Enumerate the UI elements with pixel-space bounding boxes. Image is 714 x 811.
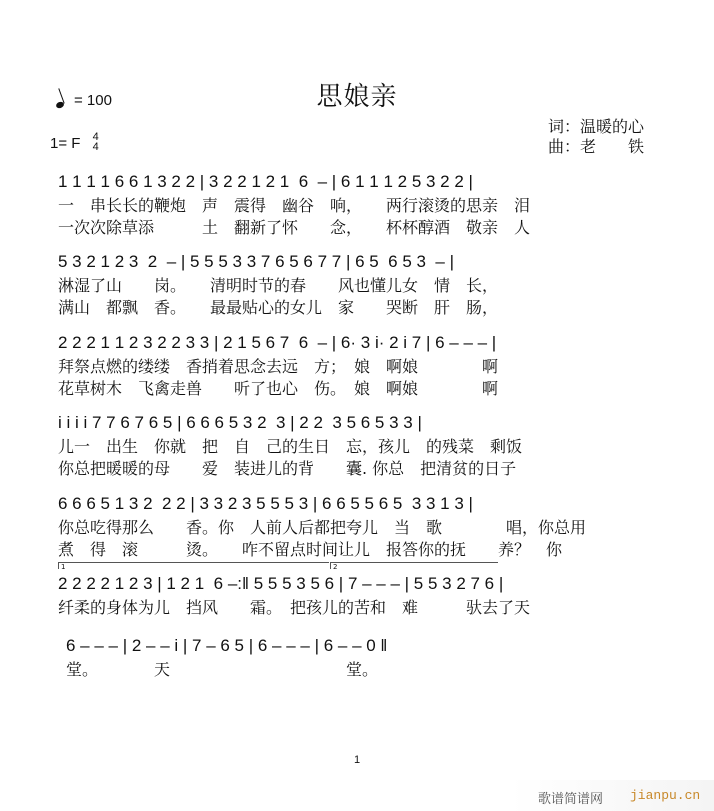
key-signature (50, 131, 99, 154)
lyrics-verse-2: 一次次除草添 土 翻新了怀 念， 杯杯醇酒 敬亲 人 (58, 218, 531, 237)
lyrics-verse-2: 满山 都飘 香。 最最贴心的女儿 家 哭断 肝 肠， (58, 298, 499, 317)
lyrics-verse-2: 花草树木 飞禽走兽 听了也心 伤。 娘 啊娘 啊 (58, 379, 499, 398)
notes-row: 1 1 1 1 6 6 1 3 2 2 | 3 2 2 1 2 1 6 – | 6 1 1 1 2 5 3 2 2 | (58, 172, 473, 191)
notes-row: 2 2 2 2 1 2 3 | 1 2 1 6 –:‖ 5 5 5 3 5 6 | 7 – – – | 5 5 3 2 7 6 | (58, 574, 504, 593)
time-signature (93, 132, 99, 152)
time-sig-denominator: 4 (92, 141, 99, 153)
tempo-value: = 100 (74, 92, 112, 109)
lyrics-verse-1: 拜祭点燃的缕缕 香捎着思念去远 方； 娘 啊娘 啊 (58, 357, 499, 376)
watermark-url[interactable]: jianpu.cn (630, 788, 701, 803)
watermark-site-name: 歌谱简谱网 (538, 792, 604, 807)
tempo-marking (56, 92, 112, 109)
time-sig-numerator: 4 (92, 131, 99, 143)
lyrics-verse-1: 堂。 天 堂。 (66, 660, 379, 679)
notes-row: 5 3 2 1 2 3 2 – | 5 5 5 3 3 7 6 5 6 7 7 | 6 5 6 5 3 – | (58, 252, 455, 271)
notes-row: 2 2 2 1 1 2 3 2 2 3 3 | 2 1 5 6 7 6 – | 6· 3 i· 2 i 7 | 6 – – – | (58, 333, 497, 352)
key-label: 1= F (50, 134, 81, 152)
lyrics-verse-1: 一 串长长的鞭炮 声 震得 幽谷 响， 两行滚烫的思亲 泪 (58, 196, 531, 215)
lyrics-verse-1: 纤柔的身体为儿 挡风 霜。 把孩儿的苦和 难 驮去了天 (58, 598, 531, 617)
page-number: 1 (354, 754, 361, 766)
lyrics-verse-1: 你总吃得那么 香。你 人前人后都把夸儿 当 歌 唱，你总用 (58, 518, 587, 537)
watermark (510, 780, 714, 811)
lyrics-verse-1: 淋湿了山 岗。 清明时节的春 风也懂儿女 情 长， (58, 276, 499, 295)
lyrics-verse-1: 儿一 出生 你就 把 自 己的生日 忘，孩儿 的残菜 剩饭 (58, 437, 523, 456)
lyrics-verse-2: 你总把暖暖的母 爱 装进儿的背 囊. 你总 把清贫的日子 (58, 459, 517, 478)
song-title: 思娘亲 (316, 82, 398, 112)
composer: 曲：老 铁 (548, 137, 645, 156)
notes-row: i i i i 7 7 6 7 6 5 | 6 6 6 5 3 2 3 | 2 2 3 5 6 5 3 3 | (58, 413, 422, 432)
notes-row: 6 – – – | 2 – – i | 7 – 6 5 | 6 – – – | 6 – – 0 ‖ (66, 636, 388, 655)
lyricist: 词：温暖的心 (548, 117, 645, 136)
lyrics-verse-2: 煮 得 滚 烫。 咋不留点时间让儿 报答你的抚 养？ 你 (58, 540, 563, 559)
volta-bracket-1: 1 (58, 562, 329, 569)
notes-row: 6 6 6 5 1 3 2 2 2 | 3 3 2 3 5 5 5 3 | 6 6 5 5 6 5 3 3 1 3 | (58, 494, 473, 513)
credits (548, 117, 644, 157)
quarter-note-icon (55, 101, 65, 109)
volta-bracket-2: 2 (330, 562, 498, 569)
